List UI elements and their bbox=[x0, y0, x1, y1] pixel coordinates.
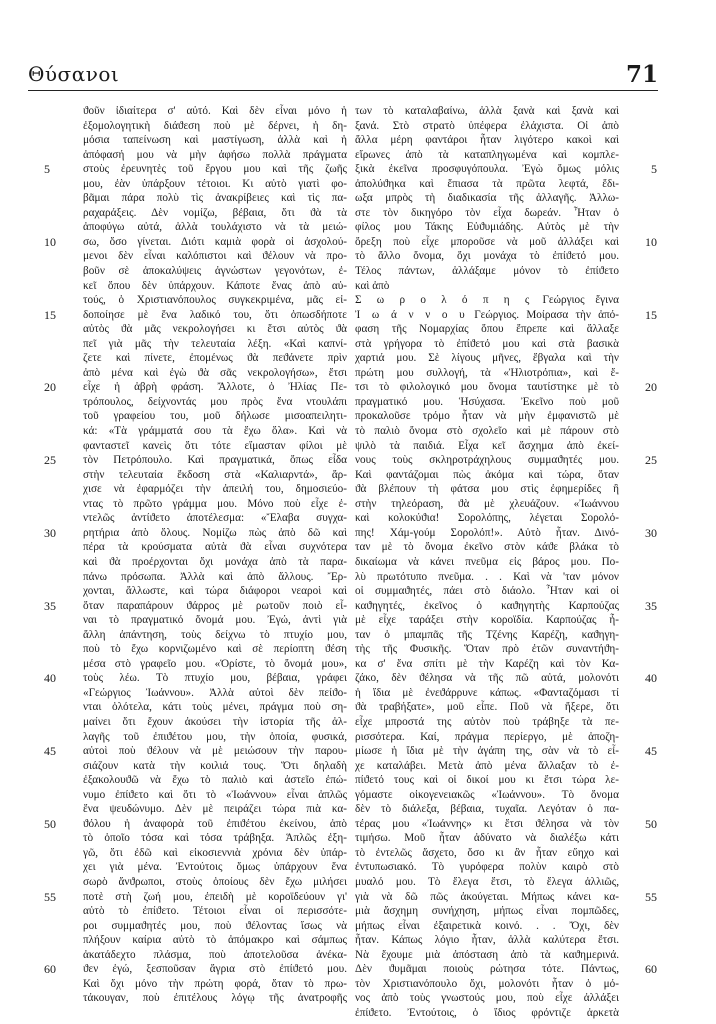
text-line: μήπως εἶναι ἐξαιρετικὰ κοινό. . . Ὄχι, δὲν bbox=[355, 919, 619, 932]
text-line: εἶχε μπροστά της αὐτὸν ποὺ τράβηξε τὰ πε- bbox=[355, 715, 619, 728]
line-number: 50 bbox=[44, 816, 56, 831]
text-line: γιὰ νὰ δῶ πῶς ἀκούγεται. Μήπως κάνει κα- bbox=[355, 890, 619, 903]
page-number: 71 bbox=[625, 61, 658, 88]
text-line: φαση τῆς Νομαρχίας ὅπου ἔπρεπε καὶ ἄλλαξε bbox=[355, 323, 619, 336]
text-line: τάκουγαν, ποὺ ἐπιτέλους λόγῳ τῆς ἀνατροφῆς bbox=[83, 992, 347, 1005]
text-line: πλήξουν καίρια αὐτὸ τὸ ἀπόμακρο καὶ σάμπως bbox=[83, 934, 347, 947]
text-line: οἱ συμμαϑητές, πάει στὸ διάολο. Ἦταν καὶ οἱ bbox=[355, 585, 619, 598]
line-number: 25 bbox=[44, 453, 56, 468]
text-line: ζάκο, δὲν ϑέλησα νὰ τῆς πῶ αὐτά, μολονότι bbox=[355, 672, 619, 685]
text-line: βοῦν σὲ ἀποκαλύψεις ἀγνώστων γεγονότων, ἐ- bbox=[83, 265, 347, 278]
spaced-surname-new: Ἰ ω ά ν ν ο υ bbox=[355, 308, 467, 321]
text-line: ἐντυπωσιακό. Τὸ γυρόφερα πολὺν καιρὸ στὸ bbox=[355, 861, 619, 874]
text-line: Δὲν ϑυμᾶμαι ποιοὺς ρώτησα τότε. Πάντως, bbox=[355, 963, 619, 976]
line-number: 40 bbox=[645, 671, 657, 686]
line-number: 45 bbox=[44, 744, 56, 759]
text-line: αὐτοὶ ποὺ ϑέλουν νὰ μὲ μειώσουν τὴν παρου- bbox=[83, 745, 347, 758]
text-line: γῶ, ὅτι ἐδῶ καὶ εἰκοσιεννιὰ χρόνια δὲν ὑπάρ- bbox=[83, 846, 347, 859]
text-line: ωξα μπρὸς τὴ διαδικασία τῆς ἀλλαγῆς. Ἀλλω- bbox=[355, 192, 619, 205]
text-line: χαρτιά μου. Σὲ λίγους μῆνες, ἔβγαλα καὶ τὴν bbox=[355, 352, 619, 365]
text-line: στοὺς ἐρευνητὲς τοῦ ἔργου μου καὶ τῆς ζωῆς bbox=[83, 163, 347, 176]
line-number: 10 bbox=[645, 234, 657, 249]
text-line: ναι τὸ πραγματικό ὄνομά μου. Ἐγώ, ἀντὶ γιὰ bbox=[83, 614, 347, 627]
text-line: στε τὸν δικηγόρο τὸν εἶχα δωρεάν. Ἦταν ὁ bbox=[355, 206, 619, 219]
text-line: κα σ' ἕνα σπίτι μὲ τὴν Καρέζη καὶ τὸν Κα- bbox=[355, 657, 619, 670]
text-line: καὶ κολοκύϑια! Σορολόπης, λέγεται Σορολό- bbox=[355, 512, 619, 525]
left-column bbox=[83, 104, 347, 1006]
text-line: στὰ γρήγορα τὸ ἐπίϑετό μου καὶ στὰ βασικὰ bbox=[355, 337, 619, 350]
text-line: μαίνει ὅτι ἔχουν ἀκούσει τὴν ἱστορία τῆς ἀλ- bbox=[83, 715, 347, 728]
text-line: νται ὁλότελα, κάτι τοὺς μένει, πράγμα ποὺ ση- bbox=[83, 701, 347, 714]
text-line: ρητήρια ἀπὸ ὅλους. Νομίζω πὼς ἀπὸ δῶ καὶ bbox=[83, 526, 347, 539]
text-line: ρισσότερα. Καί, πράγμα περίεργο, μὲ ἀποζη- bbox=[355, 730, 619, 743]
text-line: σω, ὅσο γίνεται. Διότι καμιὰ φορὰ οἱ ἀσχολού- bbox=[83, 235, 347, 248]
text-line: τὴς τῆς Φυσικῆς. Ὅταν πρὸ ἐτῶν συναντήϑη- bbox=[355, 643, 619, 656]
text-line: ἕνα ψευδώνυμο. Δὲν μὲ πειράζει τώρα πιὰ κα- bbox=[83, 803, 347, 816]
text-line: ϑεν ἐγώ, ξεσποῦσαν ἄγρια στὸ ἐπίϑετό μου. bbox=[83, 963, 347, 976]
text-line: λὺ πρωτότυπο πνεῦμα. . . Καὶ νὰ 'ταν μόνον bbox=[355, 570, 619, 583]
text-line: Νὰ ἔχουμε μιὰ ἀπόσταση ἀπὸ τὰ καϑημερινά. bbox=[355, 948, 619, 961]
text-line: ἐξακολουϑῶ νὰ ἔχω τὸ παλιὸ καὶ ἀστεῖο ἐπώ- bbox=[83, 774, 347, 787]
text-line: ἀπὸ μένα καὶ ἐγὼ ϑὰ σᾶς νεκρολογήσω», ἔτσι bbox=[83, 366, 347, 379]
text-line: μου, ἐὰν ὑπάρξουν τέτοιοι. Κι αὐτὸ γιατὶ φο- bbox=[83, 177, 347, 190]
left-line-numbers bbox=[44, 104, 70, 977]
text-line: ραχαράξεις. Δὲν νομίζω, βέβαια, ὅτι ϑὰ τὰ bbox=[83, 206, 347, 219]
text-line: δοποίησε μὲ ἕνα λαδικό του, ὅτι ὁπωσδήποτε bbox=[83, 308, 347, 321]
text-line: ταν μὲ τὸ ὄνομα ἐκεῖνο στὸν κάϑε βλάκα τὸ bbox=[355, 541, 619, 554]
line-number: 10 bbox=[44, 234, 56, 249]
text-line: τούς, ὁ Χριστιανόπουλος συγκεκριμένα, μᾶς εἰ- bbox=[83, 294, 347, 307]
text-line: μόσια ταπείνωση καὶ μαστίγωση, ἀλλὰ καὶ ἡ bbox=[83, 134, 347, 147]
text-line: ϑὰ βλέπουν τὴ φάτσα μου στὶς ἐφημερίδες ἢ bbox=[355, 483, 619, 496]
text-line: πεῖ γιὰ μᾶς τὴν τελευταία λέξη. «Καὶ καπνί- bbox=[83, 337, 347, 350]
text-line: πραγματικό μου. Ἡσύχασα. Ἐκεῖνο ποὺ μοῦ bbox=[355, 395, 619, 408]
text-line: πρώτη μου συλλογή, τὰ «Ἠλιοτρόπια», καὶ ἔ- bbox=[355, 366, 619, 379]
text-line: φίλος μου Τάκης Εὐϑυμιάδης. Αὐτὸς μὲ τὴν bbox=[355, 221, 619, 234]
text-line: ἡ ἴδια μὲ ἐνεϑάρρυνε κάπως. «Φανταζόμασι τί bbox=[355, 686, 619, 699]
text-line: ἐπίϑετο. Ἐντούτοις, ὁ ἴδιος φρόντιζε ἀρκετὰ bbox=[355, 1006, 619, 1019]
text-line: νυμο ἐπίϑετο καὶ ὅτι τὸ «Ἰωάννου» εἶναι ἁπλῶς bbox=[83, 788, 347, 801]
text-line: των τὸ καταλαβαίνω, ἀλλὰ ξανὰ καὶ ξανὰ καὶ bbox=[355, 105, 619, 117]
text-line: ξανά. Στὸ στρατὸ ὑπέφερα ἐλάχιστα. Οἱ ἀπὸ bbox=[355, 119, 619, 132]
text-line: μυαλό μου. Τὸ ἔλεγα ἔτσι, τὸ ἔλεγα ἀλλιῶς, bbox=[355, 875, 619, 888]
line-number: 35 bbox=[44, 598, 56, 613]
line-number: 55 bbox=[645, 889, 657, 904]
line-number: 35 bbox=[645, 598, 657, 613]
text-line: γόμαστε οἰκογενειακῶς «Ἰωάννου». Τὸ ὄνομα bbox=[355, 788, 619, 801]
line-number: 55 bbox=[44, 889, 56, 904]
text-line: ϑὰ τραβήξατε», μοῦ εἶπε. Ποῦ νὰ ἤξερε, ὅτι bbox=[355, 701, 619, 714]
right-line-numbers bbox=[631, 104, 657, 977]
text-line: ἀποφύγω αὐτά, ἀλλὰ τουλάχιστο νὰ τὰ μειώ- bbox=[83, 221, 347, 234]
line-number: 5 bbox=[44, 162, 50, 177]
text-line: ἀκατάδεχτο πλάσμα, ποὺ ἀποτελοῦσα ἀνέκα- bbox=[83, 948, 347, 961]
text-line: ϑοῦν ἰδιαίτερα σ' αὐτό. Καὶ δὲν εἶναι μόνο ἡ bbox=[83, 105, 347, 117]
text-line: ταν ὁ μπαμπᾶς τῆς Τζένης Καρέζη, καϑηγη- bbox=[355, 628, 619, 641]
text-line: ἀπολύϑηκα καὶ ἔπιασα τὰ πρῶτα λεφτά, ἔδι- bbox=[355, 177, 619, 190]
text-line: ἀπόφασή μου νὰ μὴν ἀφήσω πολλὰ πράγματα bbox=[83, 148, 347, 161]
text-line: χει γιὰ μένα. Ἐντούτοις ὅμως ὑπάρχουν ἕνα bbox=[83, 861, 347, 874]
text-line: Καὶ φαντάζομαι πὼς ἀκόμα καὶ τώρα, ὅταν bbox=[355, 468, 619, 481]
line-number: 5 bbox=[651, 162, 657, 177]
text-line: ζετε καὶ πίνετε, ἐπομένως ϑὰ πεϑάνετε πρὶν bbox=[83, 352, 347, 365]
text-line: καὶ ϑὰ προέρχονται ὄχι μονάχα ἀπὸ τὰ παρα- bbox=[83, 555, 347, 568]
text-line: πέρα τὰ κρούσματα αὐτὰ ϑὰ εἶναι συχνότερα bbox=[83, 541, 347, 554]
text-line: ντελῶς ἀντίϑετο ἀποτέλεσμα: «Ἔλαβα συγχα- bbox=[83, 512, 347, 525]
text-line: στὴν τελευταία ἔκδοση στὰ «Καλιαρντά», ἄρ- bbox=[83, 468, 347, 481]
text-line: ντας τὸ πρῶτο γράμμα μου. Μόνο ποὺ εἶχε ἐ- bbox=[83, 497, 347, 510]
line-number: 25 bbox=[645, 453, 657, 468]
text-line: κεῖ ὅπου δὲν ὑπάρχουν. Κάποτε ἕνας ἀπὸ αὐ- bbox=[83, 279, 347, 292]
text-line: εἴρωνες ἀπὸ τὰ καταπληγωμένα καὶ κομπλε- bbox=[355, 148, 619, 161]
text-line: χονται, ἄλλωστε, καὶ τώρα διάφοροι νεαροὶ καὶ bbox=[83, 585, 347, 598]
text-line: σωρὸ ἄνϑρωποι, στοὺς ὁποίους δὲν ἔχω μιλήσει bbox=[83, 875, 347, 888]
text-line: τέρας μου «Ἰωάννης» κι ἔτσι ϑέλησα νὰ τὸν bbox=[355, 817, 619, 830]
text-line: πάνω πρόσωπα. Ἀλλὰ καὶ ἀπὸ ἄλλους. Ἔρ- bbox=[83, 570, 347, 583]
line-number: 15 bbox=[645, 307, 657, 322]
text-line: τὸ ἐντελῶς ἄσχετο, ὅσο κι ἂν ἦταν εὔηχο καὶ bbox=[355, 846, 619, 859]
text-line: τιμήσω. Μοῦ ἦταν ἀδύνατο νὰ διαλέξω κάτι bbox=[355, 832, 619, 845]
text-line: Τέλος πάντων, ἀλλάξαμε μόνον τὸ ἐπίϑετο bbox=[355, 265, 619, 278]
text-line: τὸ ἄλλο ὄνομα, ὄχι μονάχα τὸ ἐπίϑετό μου. bbox=[355, 250, 619, 263]
text-line: ξικὰ ἐκεῖνα προσφυγόπουλα. Ἐγὼ ὅμως μόλις bbox=[355, 163, 619, 176]
text-line: ὄρεξη ποὺ εἶχε μποροῦσε νὰ μοῦ ἀλλάξει καὶ bbox=[355, 235, 619, 248]
line-number: 15 bbox=[44, 307, 56, 322]
text-line: ποτὲ στὴ ζωή μου, ἐπειδὴ μὲ κοροϊδεύουν γι' bbox=[83, 890, 347, 903]
text-line: μέσα στὸ γραφεῖο μου. «Ὁρίστε, τὸ ὄνομά μου», bbox=[83, 657, 347, 670]
text-line: τὸ παλιὸ ὄνομα στὸ σχολεῖο καὶ μὲ πάρουν στὸ bbox=[355, 425, 619, 438]
text-line: χε καταλάβει. Μετὰ ἀπὸ μένα ἄλλαξαν τὸ ἐ- bbox=[355, 759, 619, 772]
text-line: σιάζουν κατὰ τὴν κοιλιά τους. Ὅτι δηλαδὴ bbox=[83, 759, 347, 772]
text-line: αὐτὸ τὸ ἐπίϑετο. Τέτοιοι εἶναι οἱ περισσότε- bbox=[83, 905, 347, 918]
text-line: λαγῆς τοῦ ἐπιϑέτου μου, τὴν ὁποία, φυσικά, bbox=[83, 730, 347, 743]
text-line: τοὺς λέω. Τὸ πτυχίο μου, βέβαια, γράφει bbox=[83, 672, 347, 685]
text-line: ψιλὸ τὰ παιδιά. Εἶχα κεῖ ἄσχημα ἀπὸ ἐκεί- bbox=[355, 439, 619, 452]
text-line: δὲν τὸ διάλεξα, βέβαια, τυχαῖα. Λεγόταν ὁ πα- bbox=[355, 803, 619, 816]
text-line: «Γεώργιος Ἰωάννου». Ἀλλὰ αὐτοὶ δὲν πείϑο- bbox=[83, 686, 347, 699]
line-number: 30 bbox=[645, 525, 657, 540]
line-number: 20 bbox=[645, 380, 657, 395]
line-number: 30 bbox=[44, 525, 56, 540]
line-number: 45 bbox=[645, 744, 657, 759]
text-line: χισε νὰ ἐφαρμόζει τὴν ἀπειλή του, δημοσιεύο- bbox=[83, 483, 347, 496]
spaced-surname-old: Σ ω ρ ο λ ό π η ς bbox=[355, 294, 532, 307]
text-line: αὐτὸς ϑὰ μᾶς νεκρολογήσει κι ἔτσι αὐτὸς ϑὰ bbox=[83, 323, 347, 336]
text-line: τοῦ γραφείου του, μοῦ δήλωσε μισοαπειλητι- bbox=[83, 410, 347, 423]
text-line: νους τοὺς σκληροτράχηλους συμμαϑητές μου. bbox=[355, 454, 619, 467]
text-line: δικαίωμα νὰ κάνει πνεῦμα εἰς βάρος μου. Πο- bbox=[355, 555, 619, 568]
text-line: ἄλλη ἀπάντηση, τοὺς δείχνω τὸ πτυχίο μου, bbox=[83, 628, 347, 641]
right-column bbox=[355, 104, 619, 1020]
text-line: τρόπουλος, δείχνοντάς μου πρὸς ἕνα ντουλάπι bbox=[83, 395, 347, 408]
text-line: τσι τὸ φιλολογικό μου ὄνομα ταυτίστηκε μὲ τὸ bbox=[355, 381, 619, 394]
text-line: καὶ ἀπὸ bbox=[355, 279, 390, 292]
text-line: μὲ εἶχε ταράξει στὴν κοροϊδία. Καρπούζας ἦ- bbox=[355, 614, 619, 627]
text-line: μιὰ ἄσχημη συνήχηση, μήπως εἶναι πομπῶδες, bbox=[355, 905, 619, 918]
line-number: 60 bbox=[44, 962, 56, 977]
line-number: 60 bbox=[645, 962, 657, 977]
text-line: βᾶμαι πάρα πολὺ τὶς ἀνακρίβειες καὶ τὶς πα- bbox=[83, 192, 347, 205]
text-line: προκαλοῦσε τρόμο ἦταν νὰ μὴν ἐμφανιστῶ μὲ bbox=[355, 410, 619, 423]
text-line: Καὶ ὄχι μόνο τὴν πρώτη φορά, ὅταν τὸ πρω- bbox=[83, 977, 347, 990]
text-line: καϑηγητές, ἐκεῖνος ὁ καϑηγητὴς Καρπούζας bbox=[355, 599, 619, 612]
text-line: εἶχε ἡ ἀβρὴ φράση. Ἄλλοτε, ὁ Ἠλίας Πε- bbox=[83, 381, 347, 394]
text-line: Σ ω ρ ο λ ό π η ς Γεώργιος ἔγινα bbox=[355, 294, 619, 307]
text-line: στὴν τηλεόραση, ϑὰ μὲ χλευάζουν. «Ἰωάννου bbox=[355, 497, 619, 510]
text-line: ἐξομολογητικὴ διάϑεση ποὺ μὲ δέρνει, ἡ δη- bbox=[83, 119, 347, 132]
text-line: μενοι δὲν εἶναι καλόπιστοι καὶ ϑέλουν νὰ προ- bbox=[83, 250, 347, 263]
text-line: ὅταν παραπάρουν ϑάρρος μὲ ρωτοῦν ποιὸ εἶ- bbox=[83, 599, 347, 612]
text-line: κά: «Τὰ γράμματά σου τὰ ἔχω ὅλα». Καὶ νὰ bbox=[83, 425, 347, 438]
text-line: ροι συμμαϑητές μου, ποὺ ϑέλοντας ἴσως νὰ bbox=[83, 919, 347, 932]
text-line: φανταστεῖ κανεὶς ὅτι τότε εἴμασταν φίλοι μὲ bbox=[83, 439, 347, 452]
text-line: τὸν Χριστιανόπουλο ὄχι, μολονότι ἦταν ὁ μό- bbox=[355, 977, 619, 990]
text-line: ἄλλα μέρη φαντάροι ἦταν λιγότερο κακοὶ καὶ bbox=[355, 134, 619, 147]
text-line: μίωσε ἡ ἴδια μὲ τὴν ἀγάπη της, σὰν νὰ τὸ εἶ- bbox=[355, 745, 619, 758]
text-line: πίϑετό τους καὶ οἱ δικοί μου κι ἔτσι τώρα λε- bbox=[355, 774, 619, 787]
text-line: νος ἀπὸ τοὺς γνωστούς μου, ποὺ εἶχε ἀλλάξει bbox=[355, 992, 619, 1005]
running-head bbox=[28, 56, 658, 91]
line-number: 20 bbox=[44, 380, 56, 395]
running-title: Θύσανοι bbox=[28, 62, 120, 86]
line-number: 50 bbox=[645, 816, 657, 831]
text-line: τὸ ὁποῖο τόσα καὶ τόσα τράβηξα. Ἁπλῶς ἐξη- bbox=[83, 832, 347, 845]
line-number: 40 bbox=[44, 671, 56, 686]
text-line: ϑόλου ἡ ἀναφορὰ τοῦ ἐπιϑέτου ἐκείνου, ἀπὸ bbox=[83, 817, 347, 830]
text-line: ποὺ τὸ ἔχω κορνιζωμένο καὶ σὲ περίοπτη ϑέση bbox=[83, 643, 347, 656]
text-line: Ἰ ω ά ν ν ο υ Γεώργιος. Μοίρασα τὴν ἀπό- bbox=[355, 308, 619, 321]
text-line: πης! Χάμ-γούμ Σορολόπ!». Αὐτὸ ἦταν. Δινό- bbox=[355, 526, 619, 539]
text-line: τὸν Πετρόπουλο. Καὶ πραγματικά, ὅπως εἶδα bbox=[83, 454, 347, 467]
text-line: ἦταν. Κάπως λόγιο ἦταν, ἀλλὰ καλύτερα ἔτσι. bbox=[355, 934, 619, 947]
